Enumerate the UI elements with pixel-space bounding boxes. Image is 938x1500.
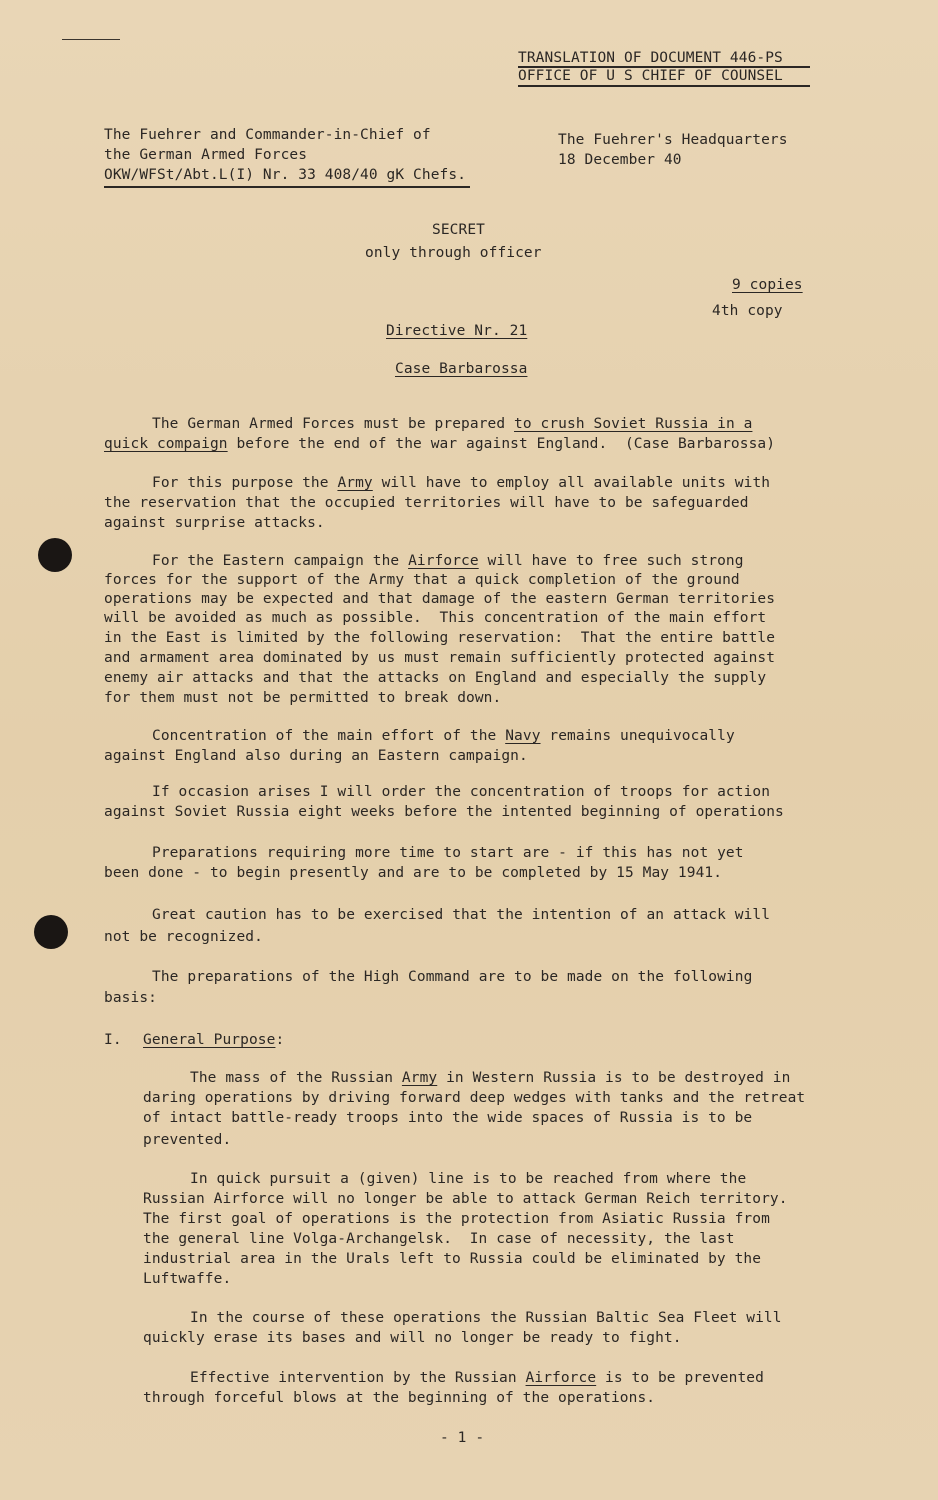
stray-mark: [62, 39, 120, 40]
section-1-para-1-line-2: daring operations by driving forward deep wedges with tanks and the retreat: [143, 1090, 806, 1106]
section-1-para-2-line-2: Russian Airforce will no longer be able to attack German Reich territory.: [143, 1191, 788, 1207]
section-1-para-2-line-5: industrial area in the Urals left to Russia could be eliminated by the: [143, 1251, 762, 1267]
section-1-para-3-line-1: In the course of these operations the Russian Baltic Sea Fleet will: [190, 1310, 782, 1326]
translation-line-2: OFFICE OF U S CHIEF OF COUNSEL: [518, 68, 783, 84]
paragraph-7-line-1: Great caution has to be exercised that the intention of an attack will: [152, 907, 771, 923]
punch-hole-upper: [38, 538, 72, 572]
sender-reference: OKW/WFSt/Abt.L(I) Nr. 33 408/40 gK Chefs.: [104, 167, 467, 183]
section-1-para-4-line-1: Effective intervention by the Russian Airforce is to be prevented: [190, 1370, 764, 1386]
classification: SECRET: [432, 222, 485, 238]
paragraph-4-line-1: Concentration of the main effort of the Navy remains unequivocally: [152, 728, 735, 744]
paragraph-3-line-1: For the Eastern campaign the Airforce will have to free such strong: [152, 553, 744, 569]
case-title: Case Barbarossa: [395, 361, 528, 377]
paragraph-7-line-2: not be recognized.: [104, 929, 263, 945]
section-1-para-1-line-1: The mass of the Russian Army in Western Russia is to be destroyed in: [190, 1070, 791, 1086]
page-number: - 1 -: [440, 1430, 485, 1446]
paragraph-3-line-5: in the East is limited by the following reservation: That the entire battle: [104, 630, 776, 646]
paragraph-3-line-2: forces for the support of the Army that a quick completion of the ground: [104, 572, 740, 588]
paragraph-6-line-1: Preparations requiring more time to start are - if this has not yet: [152, 845, 744, 861]
section-number: I.: [104, 1032, 122, 1048]
paragraph-1-line-1: The German Armed Forces must be prepared to crush Soviet Russia in a: [152, 416, 753, 432]
paragraph-5-line-2: against Soviet Russia eight weeks before the intented beginning of operations: [104, 804, 784, 820]
punch-hole-lower: [34, 915, 68, 949]
paragraph-3-line-7: enemy air attacks and that the attacks on England and especially the supply: [104, 670, 767, 686]
section-1-para-2-line-4: the general line Volga-Archangelsk. In case of necessity, the last: [143, 1231, 735, 1247]
section-1-para-2-line-6: Luftwaffe.: [143, 1271, 232, 1287]
copies-count: 9 copies: [732, 277, 803, 293]
sender-line-1: The Fuehrer and Commander-in-Chief of: [104, 127, 431, 143]
paragraph-2-line-3: against surprise attacks.: [104, 515, 325, 531]
translation-underline-2: [518, 85, 810, 87]
paragraph-3-line-6: and armament area dominated by us must remain sufficiently protected against: [104, 650, 776, 666]
paragraph-2-line-1: For this purpose the Army will have to employ all available units with: [152, 475, 771, 491]
translation-line-1: TRANSLATION OF DOCUMENT 446-PS: [518, 50, 783, 66]
section-1-para-1-line-4: prevented.: [143, 1132, 232, 1148]
headquarters-place: The Fuehrer's Headquarters: [558, 132, 788, 148]
paragraph-2-line-2: the reservation that the occupied territories will have to be safeguarded: [104, 495, 749, 511]
paragraph-4-line-2: against England also during an Eastern campaign.: [104, 748, 528, 764]
paragraph-6-line-2: been done - to begin presently and are to be completed by 15 May 1941.: [104, 865, 723, 881]
sender-underline: [104, 186, 470, 188]
section-1-para-1-line-3: of intact battle-ready troops into the wide spaces of Russia is to be: [143, 1110, 753, 1126]
section-title: General Purpose:: [143, 1032, 285, 1048]
sender-line-2: the German Armed Forces: [104, 147, 308, 163]
classification-note: only through officer: [365, 245, 542, 261]
document-date: 18 December 40: [558, 152, 682, 168]
paragraph-1-line-2: quick compaign before the end of the war against England. (Case Barbarossa): [104, 436, 776, 452]
section-1-para-4-line-2: through forceful blows at the beginning of the operations.: [143, 1390, 656, 1406]
section-1-para-2-line-1: In quick pursuit a (given) line is to be reached from where the: [190, 1171, 747, 1187]
paragraph-3-line-3: operations may be expected and that damage of the eastern German territories: [104, 591, 776, 607]
directive-title: Directive Nr. 21: [386, 323, 528, 339]
paragraph-8-line-1: The preparations of the High Command are to be made on the following: [152, 969, 753, 985]
section-1-para-3-line-2: quickly erase its bases and will no longer be ready to fight.: [143, 1330, 682, 1346]
section-1-para-2-line-3: The first goal of operations is the protection from Asiatic Russia from: [143, 1211, 770, 1227]
paragraph-3-line-4: will be avoided as much as possible. This concentration of the main effort: [104, 610, 767, 626]
copy-number: 4th copy: [712, 303, 783, 319]
paragraph-3-line-8: for them must not be permitted to break down.: [104, 690, 502, 706]
paragraph-5-line-1: If occasion arises I will order the concentration of troops for action: [152, 784, 771, 800]
paragraph-8-line-2: basis:: [104, 990, 157, 1006]
